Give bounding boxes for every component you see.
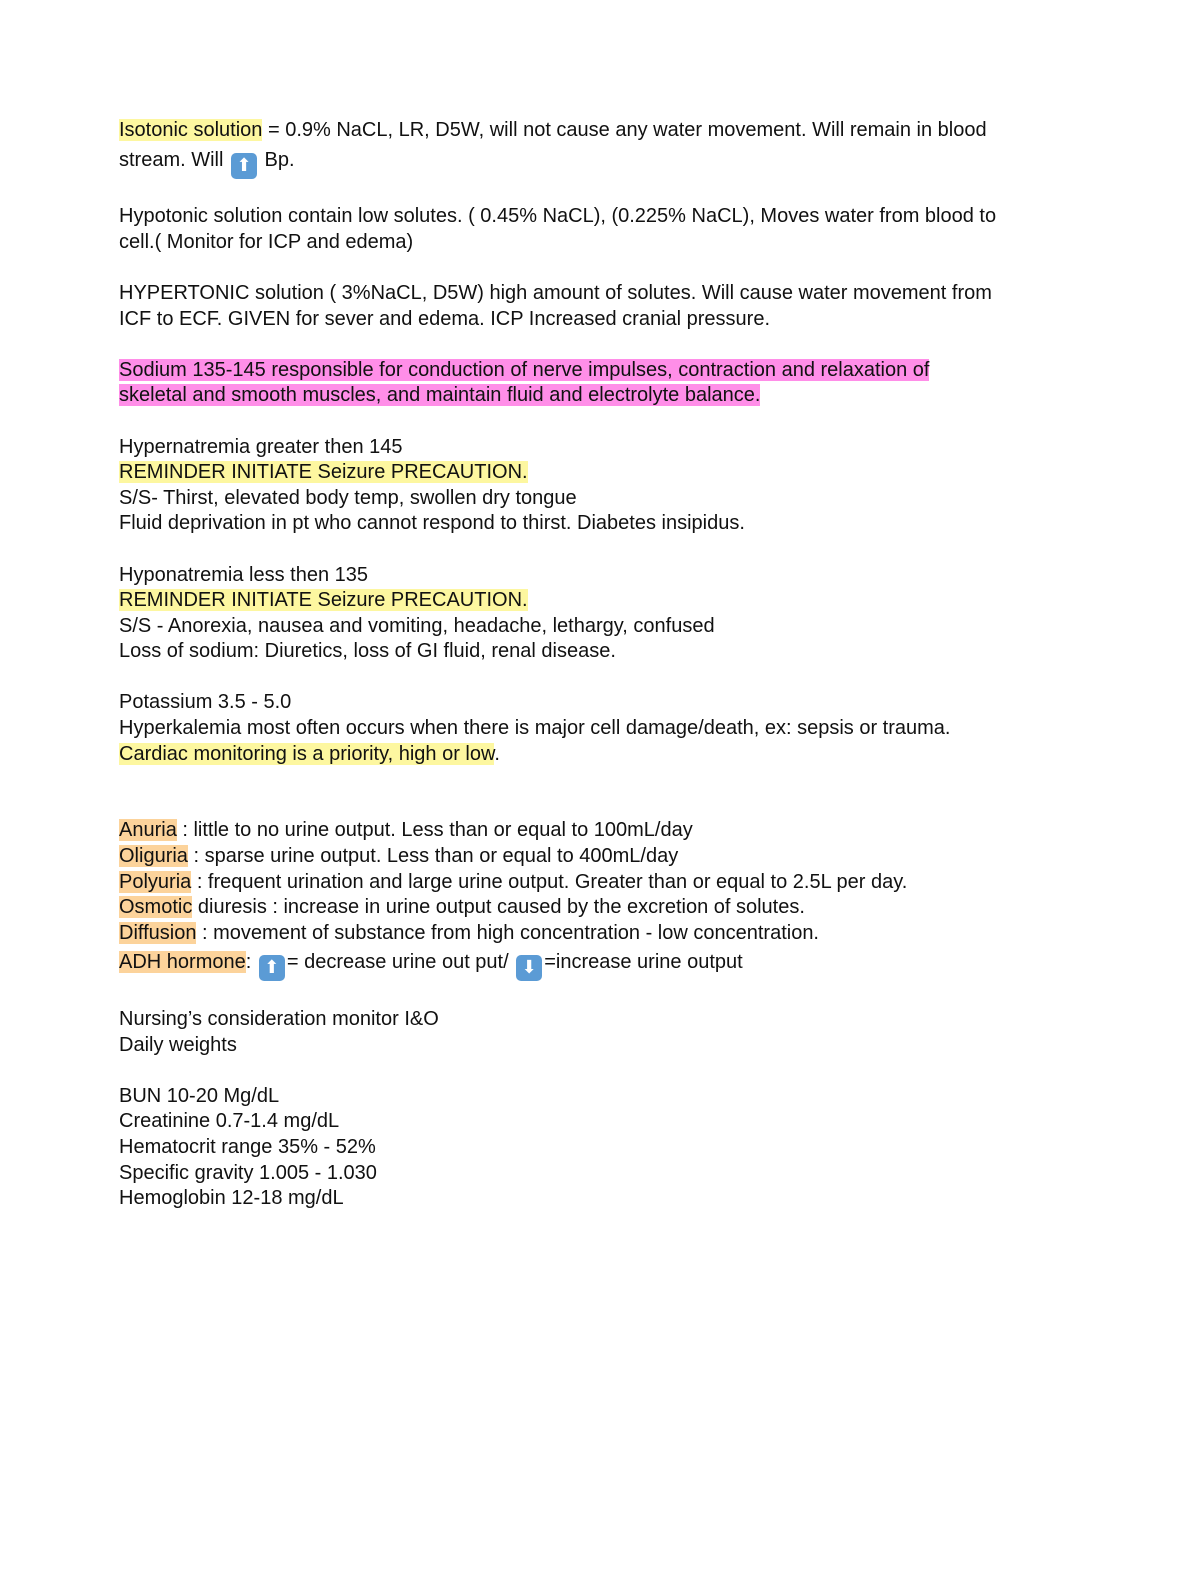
arrow-up-icon: ⬆ bbox=[231, 153, 257, 179]
term-row bbox=[119, 921, 1089, 947]
adh-part-2: =increase urine output bbox=[544, 951, 743, 974]
hypernatremia-ss: S/S- Thirst, elevated body temp, swollen dry tongue bbox=[119, 486, 577, 509]
adh-colon: : bbox=[245, 951, 257, 974]
hypernatremia-title: Hypernatremia greater then 145 bbox=[119, 435, 403, 458]
potassium-title: Potassium 3.5 - 5.0 bbox=[119, 691, 292, 714]
hypotonic-line-2: cell.( Monitor for ICP and edema) bbox=[119, 230, 414, 253]
nursing-line-2: Daily weights bbox=[119, 1033, 237, 1056]
term-row bbox=[119, 895, 1089, 921]
adh-line bbox=[119, 946, 1089, 981]
document-page bbox=[119, 118, 1089, 1212]
hypertonic-line-1: HYPERTONIC solution ( 3%NaCL, D5W) high amount of solutes. Will cause water movement from bbox=[119, 281, 992, 304]
sodium-text-2: skeletal and smooth muscles, and maintain fluid and electrolyte balance. bbox=[119, 384, 761, 407]
isotonic-text-1: = 0.9% NaCL, LR, D5W, will not cause any water movement. Will remain in blood bbox=[262, 119, 987, 141]
term-osmotic: Osmotic bbox=[119, 896, 193, 919]
term-osmotic-def: diuresis : increase in urine output caused by the excretion of solutes. bbox=[192, 896, 805, 919]
hypotonic-line-1: Hypotonic solution contain low solutes. ( 0.45% NaCL), (0.225% NaCL), Moves water from blood to bbox=[119, 205, 997, 228]
term-polyuria-def: : frequent urination and large urine output. Greater than or equal to 2.5L per day. bbox=[191, 870, 908, 893]
hypernatremia-reminder-line bbox=[119, 460, 1089, 486]
cardiac-line bbox=[119, 742, 1089, 768]
lab-specific-gravity: Specific gravity 1.005 - 1.030 bbox=[119, 1161, 377, 1184]
arrow-down-icon: ⬇ bbox=[516, 955, 542, 981]
cardiac-end: . bbox=[494, 742, 500, 765]
lab-bun: BUN 10-20 Mg/dL bbox=[119, 1084, 280, 1107]
adh-term: ADH hormone bbox=[119, 951, 246, 974]
isotonic-text-2a: stream. Will bbox=[119, 148, 229, 171]
hypernatremia-reminder: REMINDER INITIATE Seizure PRECAUTION. bbox=[119, 461, 528, 484]
hyponatremia-title: Hyponatremia less then 135 bbox=[119, 563, 369, 586]
lab-creatinine: Creatinine 0.7-1.4 mg/dL bbox=[119, 1110, 340, 1133]
isotonic-line-2 bbox=[119, 144, 1089, 179]
hyperkalemia-line: Hyperkalemia most often occurs when there is major cell damage/death, ex: sepsis or trauma. bbox=[119, 717, 951, 740]
arrow-up-icon: ⬆ bbox=[259, 955, 285, 981]
term-oliguria: Oliguria bbox=[119, 845, 188, 868]
lab-hemoglobin: Hemoglobin 12-18 mg/dL bbox=[119, 1187, 344, 1210]
hypernatremia-cause: Fluid deprivation in pt who cannot respond to thirst. Diabetes insipidus. bbox=[119, 512, 745, 535]
hyponatremia-reminder-line bbox=[119, 588, 1089, 614]
hyponatremia-cause: Loss of sodium: Diuretics, loss of GI fluid, renal disease. bbox=[119, 640, 616, 663]
term-oliguria-def: : sparse urine output. Less than or equal to 400mL/day bbox=[187, 845, 679, 868]
isotonic-text-2b: Bp. bbox=[259, 148, 295, 171]
term-diffusion: Diffusion bbox=[119, 921, 197, 944]
cardiac-text: Cardiac monitoring is a priority, high or low bbox=[119, 742, 495, 765]
term-row bbox=[119, 818, 1089, 844]
isotonic-line-1 bbox=[119, 118, 1089, 144]
hyponatremia-ss: S/S - Anorexia, nausea and vomiting, headache, lethargy, confused bbox=[119, 614, 715, 637]
sodium-line-1 bbox=[119, 358, 1089, 384]
hyponatremia-reminder: REMINDER INITIATE Seizure PRECAUTION. bbox=[119, 589, 528, 612]
nursing-line-1: Nursing’s consideration monitor I&O bbox=[119, 1008, 439, 1030]
isotonic-term: Isotonic solution bbox=[119, 119, 263, 141]
term-polyuria: Polyuria bbox=[119, 870, 192, 893]
adh-part-1: = decrease urine out put/ bbox=[286, 951, 515, 974]
hypertonic-line-2: ICF to ECF. GIVEN for sever and edema. ICP Increased cranial pressure. bbox=[119, 307, 771, 330]
term-anuria-def: : little to no urine output. Less than or equal to 100mL/day bbox=[176, 819, 693, 842]
sodium-text-1: Sodium 135-145 responsible for conduction of nerve impulses, contraction and relaxation of bbox=[119, 358, 930, 381]
term-row bbox=[119, 870, 1089, 896]
sodium-line-2 bbox=[119, 383, 1089, 409]
term-row bbox=[119, 844, 1089, 870]
term-anuria: Anuria bbox=[119, 819, 177, 842]
lab-hematocrit: Hematocrit range 35% - 52% bbox=[119, 1135, 376, 1158]
term-diffusion-def: : movement of substance from high concentration - low concentration. bbox=[196, 921, 819, 944]
